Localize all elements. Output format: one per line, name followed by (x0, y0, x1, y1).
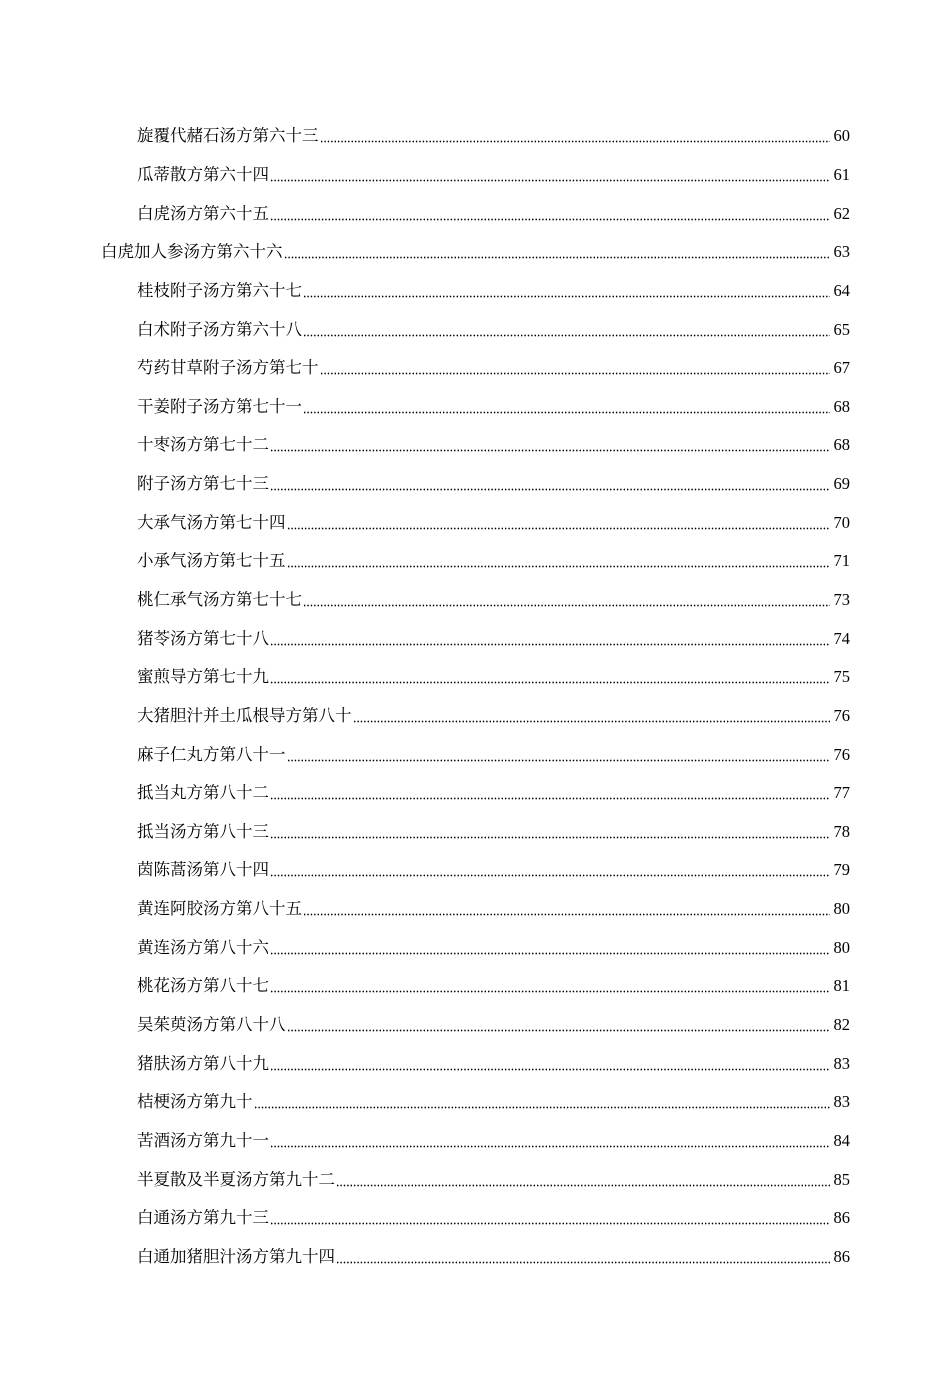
dot-leader (270, 204, 830, 224)
toc-entry[interactable] (0, 1160, 950, 1199)
dot-leader (270, 938, 830, 958)
toc-entry-page-number[interactable]: 74 (833, 628, 850, 648)
toc-entry-page-number[interactable]: 80 (833, 937, 850, 957)
toc-entry-title[interactable]: 蜜煎导方第七十九 (137, 667, 269, 687)
dot-leader (303, 590, 830, 610)
toc-entry[interactable] (0, 813, 950, 852)
toc-entry[interactable] (0, 1238, 950, 1277)
dot-leader (303, 397, 830, 417)
toc-entry[interactable] (0, 1122, 950, 1161)
toc-entry[interactable] (0, 426, 950, 465)
dot-leader (336, 1247, 830, 1267)
toc-entry[interactable] (0, 272, 950, 311)
toc-entry[interactable] (0, 1199, 950, 1238)
toc-entry[interactable] (0, 194, 950, 233)
toc-entry-title[interactable]: 十枣汤方第七十二 (137, 435, 269, 455)
toc-entry-page-number[interactable]: 67 (833, 358, 850, 378)
dot-leader (287, 1015, 831, 1035)
toc-entry[interactable] (0, 117, 950, 156)
dot-leader (254, 1092, 831, 1112)
dot-leader (270, 435, 830, 455)
toc-entry-title[interactable]: 半夏散及半夏汤方第九十二 (137, 1169, 335, 1189)
toc-entry-page-number[interactable]: 84 (833, 1130, 850, 1150)
toc-entry-title[interactable]: 黄连汤方第八十六 (137, 937, 269, 957)
dot-leader (270, 1131, 830, 1151)
toc-entry-title[interactable]: 猪苓汤方第七十八 (137, 628, 269, 648)
toc-entry-title[interactable]: 吴茱萸汤方第八十八 (137, 1015, 286, 1035)
toc-entry-title[interactable]: 桃仁承气汤方第七十七 (137, 590, 302, 609)
toc-entry[interactable] (0, 851, 950, 890)
dot-leader (320, 126, 831, 146)
toc-entry-title[interactable]: 黄连阿胶汤方第八十五 (137, 899, 302, 919)
dot-leader (284, 242, 831, 262)
dot-leader (353, 706, 831, 726)
toc-entry-page-number[interactable]: 65 (833, 319, 850, 339)
toc-entry-page-number[interactable]: 60 (833, 126, 850, 146)
toc-entry-page-number[interactable]: 76 (833, 705, 850, 725)
dot-leader (303, 281, 830, 301)
dot-leader (287, 513, 831, 533)
toc-entry[interactable] (0, 581, 950, 620)
toc-entry-title[interactable]: 桃花汤方第八十七 (137, 976, 269, 996)
toc-entry-title[interactable]: 大猪胆汁并土瓜根导方第八十 (137, 705, 352, 725)
toc-entry-page-number[interactable]: 68 (833, 435, 850, 455)
toc-entry-title[interactable]: 干姜附子汤方第七十一 (137, 396, 302, 416)
toc-entry-title[interactable]: 桂枝附子汤方第六十七 (137, 280, 302, 300)
toc-entry-page-number[interactable]: 80 (833, 899, 850, 919)
toc-entry-page-number[interactable]: 83 (833, 1092, 850, 1112)
dot-leader (270, 783, 830, 803)
toc-entry-title[interactable]: 桔梗汤方第九十 (137, 1092, 253, 1112)
toc-entry-title[interactable]: 白虎汤方第六十五 (137, 203, 269, 223)
toc-entry-page-number[interactable]: 79 (833, 860, 850, 880)
toc-entry-page-number[interactable]: 86 (833, 1246, 850, 1266)
toc-entry[interactable] (0, 967, 950, 1006)
toc-entry[interactable] (0, 890, 950, 929)
toc-entry-title[interactable]: 麻子仁丸方第八十一 (137, 744, 286, 764)
toc-entry-title[interactable]: 芍药甘草附子汤方第七十 (137, 358, 319, 378)
dot-leader (303, 899, 830, 919)
toc-entry-page-number[interactable]: 81 (833, 976, 850, 996)
toc-entry-page-number[interactable]: 85 (833, 1169, 850, 1189)
toc-entry-page-number[interactable]: 73 (833, 590, 850, 609)
toc-entry[interactable] (0, 542, 950, 581)
toc-entry-page-number[interactable]: 83 (833, 1053, 850, 1073)
table-of-contents (0, 117, 950, 1276)
toc-entry-title[interactable]: 白术附子汤方第六十八 (137, 319, 302, 339)
toc-entry-title[interactable]: 白虎加人参汤方第六十六 (101, 242, 283, 262)
toc-entry-page-number[interactable]: 75 (833, 667, 850, 687)
dot-leader (270, 165, 830, 185)
dot-leader (270, 822, 830, 842)
dot-leader (270, 976, 830, 996)
toc-entry[interactable] (0, 156, 950, 195)
toc-entry-title[interactable]: 苦酒汤方第九十一 (137, 1130, 269, 1150)
toc-entry[interactable] (0, 697, 950, 736)
toc-entry-title[interactable]: 抵当汤方第八十三 (137, 821, 269, 841)
toc-entry-page-number[interactable]: 61 (833, 164, 850, 184)
toc-entry-title[interactable]: 瓜蒂散方第六十四 (137, 164, 269, 184)
toc-entry[interactable] (0, 735, 950, 774)
toc-entry[interactable] (0, 233, 950, 272)
toc-entry[interactable] (0, 503, 950, 542)
toc-entry-page-number[interactable]: 63 (833, 242, 850, 262)
toc-entry-page-number[interactable]: 69 (833, 474, 850, 494)
toc-entry-title[interactable]: 白通汤方第九十三 (137, 1208, 269, 1228)
toc-entry[interactable] (0, 774, 950, 813)
toc-entry[interactable] (0, 465, 950, 504)
toc-entry-page-number[interactable]: 71 (833, 551, 850, 571)
toc-entry-page-number[interactable]: 86 (833, 1208, 850, 1228)
dot-leader (270, 1208, 830, 1228)
dot-leader (270, 860, 830, 880)
toc-entry[interactable] (0, 310, 950, 349)
dot-leader (270, 667, 830, 687)
toc-entry[interactable] (0, 928, 950, 967)
toc-entry-title[interactable]: 小承气汤方第七十五 (137, 551, 286, 571)
toc-entry-title[interactable]: 猪肤汤方第八十九 (137, 1053, 269, 1073)
toc-entry-title[interactable]: 大承气汤方第七十四 (137, 512, 286, 532)
toc-entry[interactable] (0, 658, 950, 697)
toc-entry-page-number[interactable]: 62 (833, 203, 850, 223)
dot-leader (287, 745, 831, 765)
toc-entry-page-number[interactable]: 68 (833, 396, 850, 416)
toc-entry[interactable] (0, 619, 950, 658)
dot-leader (270, 1054, 830, 1074)
toc-entry-title[interactable]: 抵当丸方第八十二 (137, 783, 269, 803)
dot-leader (270, 629, 830, 649)
toc-entry-page-number[interactable]: 70 (833, 512, 850, 532)
dot-leader (320, 358, 831, 378)
toc-entry-page-number[interactable]: 82 (833, 1015, 850, 1035)
toc-entry-title[interactable]: 旋覆代赭石汤方第六十三 (137, 126, 319, 146)
toc-entry-page-number[interactable]: 76 (833, 744, 850, 764)
toc-entry-page-number[interactable]: 77 (833, 783, 850, 803)
toc-entry-title[interactable]: 附子汤方第七十三 (137, 474, 269, 494)
toc-entry[interactable] (0, 1044, 950, 1083)
toc-entry[interactable] (0, 387, 950, 426)
toc-entry-title[interactable]: 茵陈蒿汤第八十四 (137, 860, 269, 880)
toc-entry[interactable] (0, 1006, 950, 1045)
toc-entry[interactable] (0, 349, 950, 388)
toc-entry-page-number[interactable]: 78 (833, 821, 850, 841)
toc-entry-title[interactable]: 白通加猪胆汁汤方第九十四 (137, 1246, 335, 1266)
dot-leader (303, 320, 830, 340)
dot-leader (270, 474, 830, 494)
dot-leader (336, 1170, 830, 1190)
dot-leader (287, 551, 831, 571)
toc-entry[interactable] (0, 1083, 950, 1122)
toc-entry-page-number[interactable]: 64 (833, 280, 850, 300)
